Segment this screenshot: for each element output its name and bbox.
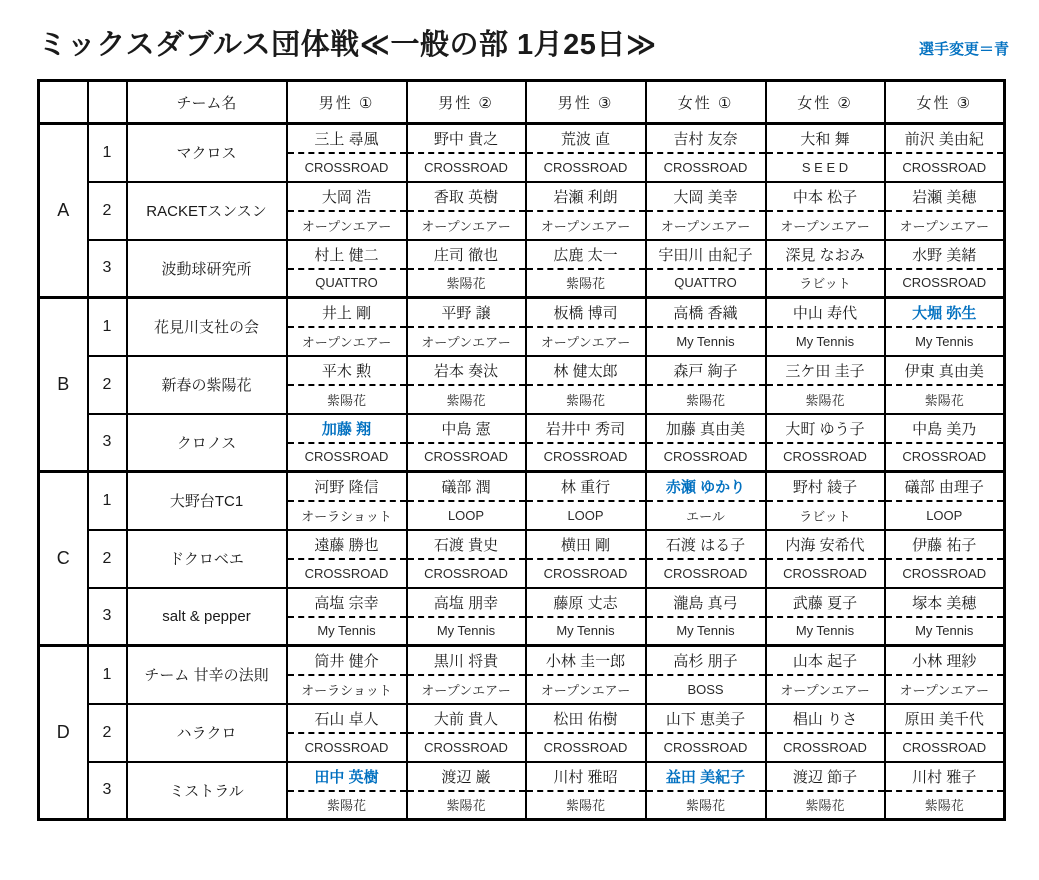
player-club: CROSSROAD bbox=[885, 153, 1005, 182]
player-club: 紫陽花 bbox=[646, 791, 766, 820]
player-name: 大堀 弥生 bbox=[885, 298, 1005, 327]
player-club: 紫陽花 bbox=[766, 791, 885, 820]
player-name: 村上 健二 bbox=[287, 240, 407, 269]
player-club: オープンエアー bbox=[407, 675, 526, 704]
player-name: 瀧島 真弓 bbox=[646, 588, 766, 617]
player-club: オープンエアー bbox=[407, 327, 526, 356]
player-name-row bbox=[39, 588, 1005, 617]
player-club: My Tennis bbox=[885, 617, 1005, 646]
player-name: 野中 貴之 bbox=[407, 124, 526, 153]
player-name: 黒川 将貴 bbox=[407, 646, 526, 675]
player-name: 藤原 丈志 bbox=[526, 588, 646, 617]
table-body bbox=[39, 124, 1005, 820]
player-name-row bbox=[39, 762, 1005, 791]
team-name: 波動球研究所 bbox=[127, 240, 287, 298]
team-number: 2 bbox=[88, 356, 127, 414]
player-name: 渡辺 節子 bbox=[766, 762, 885, 791]
player-club: オープンエアー bbox=[526, 675, 646, 704]
player-name-row bbox=[39, 240, 1005, 269]
player-club: 紫陽花 bbox=[526, 269, 646, 298]
player-name: 加藤 真由美 bbox=[646, 414, 766, 443]
team-number: 1 bbox=[88, 472, 127, 530]
player-club: CROSSROAD bbox=[526, 733, 646, 762]
column-header-female-3: 女性 ③ bbox=[885, 81, 1005, 124]
player-name: 益田 美紀子 bbox=[646, 762, 766, 791]
player-club: CROSSROAD bbox=[407, 559, 526, 588]
player-club: オープンエアー bbox=[287, 327, 407, 356]
player-club: S E E D bbox=[766, 153, 885, 182]
player-name: 渡辺 巌 bbox=[407, 762, 526, 791]
header-row bbox=[39, 81, 1005, 124]
player-club: オープンエアー bbox=[766, 211, 885, 240]
team-number: 1 bbox=[88, 124, 127, 182]
player-name: 岩本 奏汰 bbox=[407, 356, 526, 385]
player-name-row bbox=[39, 124, 1005, 153]
player-name-row bbox=[39, 414, 1005, 443]
player-club: 紫陽花 bbox=[526, 385, 646, 414]
player-club: My Tennis bbox=[287, 617, 407, 646]
player-club: オープンエアー bbox=[407, 211, 526, 240]
player-club: CROSSROAD bbox=[646, 153, 766, 182]
player-name: 岩井中 秀司 bbox=[526, 414, 646, 443]
player-club: オープンエアー bbox=[646, 211, 766, 240]
team-number: 2 bbox=[88, 530, 127, 588]
team-name: 大野台TC1 bbox=[127, 472, 287, 530]
player-name: 赤瀬 ゆかり bbox=[646, 472, 766, 501]
player-name: 荒波 直 bbox=[526, 124, 646, 153]
player-name-row bbox=[39, 704, 1005, 733]
team-number: 1 bbox=[88, 298, 127, 356]
team-number: 2 bbox=[88, 182, 127, 240]
player-club: CROSSROAD bbox=[287, 559, 407, 588]
player-name-row bbox=[39, 646, 1005, 675]
player-club: My Tennis bbox=[766, 327, 885, 356]
group-label: A bbox=[39, 124, 88, 298]
player-club: CROSSROAD bbox=[646, 733, 766, 762]
player-name: 高塩 宗幸 bbox=[287, 588, 407, 617]
player-club: オープンエアー bbox=[766, 675, 885, 704]
player-club: QUATTRO bbox=[646, 269, 766, 298]
player-club: 紫陽花 bbox=[885, 385, 1005, 414]
player-club: My Tennis bbox=[646, 617, 766, 646]
player-name: 深見 なおみ bbox=[766, 240, 885, 269]
player-club: オーラショット bbox=[287, 675, 407, 704]
team-name: ハラクロ bbox=[127, 704, 287, 762]
player-club: BOSS bbox=[646, 675, 766, 704]
column-header-female-1: 女性 ① bbox=[646, 81, 766, 124]
player-name: 吉村 友奈 bbox=[646, 124, 766, 153]
player-name: 平野 譲 bbox=[407, 298, 526, 327]
player-club: My Tennis bbox=[885, 327, 1005, 356]
player-club: オーラショット bbox=[287, 501, 407, 530]
player-club: CROSSROAD bbox=[287, 153, 407, 182]
player-club: 紫陽花 bbox=[287, 791, 407, 820]
team-name: salt & pepper bbox=[127, 588, 287, 646]
player-club: CROSSROAD bbox=[766, 559, 885, 588]
player-name: 三ケ田 圭子 bbox=[766, 356, 885, 385]
player-name: 石渡 はる子 bbox=[646, 530, 766, 559]
player-club: ラビット bbox=[766, 269, 885, 298]
player-name: 前沢 美由紀 bbox=[885, 124, 1005, 153]
player-name: 中島 憲 bbox=[407, 414, 526, 443]
player-club: CROSSROAD bbox=[526, 153, 646, 182]
player-name: 大和 舞 bbox=[766, 124, 885, 153]
column-header-female-2: 女性 ② bbox=[766, 81, 885, 124]
player-name: 石渡 貴史 bbox=[407, 530, 526, 559]
player-club: 紫陽花 bbox=[766, 385, 885, 414]
player-name: 礒部 由理子 bbox=[885, 472, 1005, 501]
team-name: ミストラル bbox=[127, 762, 287, 820]
player-club: CROSSROAD bbox=[885, 733, 1005, 762]
player-club: 紫陽花 bbox=[885, 791, 1005, 820]
player-club: CROSSROAD bbox=[646, 443, 766, 472]
player-name: 岩瀬 利朗 bbox=[526, 182, 646, 211]
player-club: ラビット bbox=[766, 501, 885, 530]
team-name: ドクロベエ bbox=[127, 530, 287, 588]
page-title: ミックスダブルス団体戦≪一般の部 1月25日≫ bbox=[38, 29, 657, 61]
player-club: LOOP bbox=[885, 501, 1005, 530]
player-club: My Tennis bbox=[407, 617, 526, 646]
player-name: 加藤 翔 bbox=[287, 414, 407, 443]
player-name: 大岡 浩 bbox=[287, 182, 407, 211]
player-name: 高塩 朋幸 bbox=[407, 588, 526, 617]
team-name: 新春の紫陽花 bbox=[127, 356, 287, 414]
column-header-male-1: 男性 ① bbox=[287, 81, 407, 124]
player-club: My Tennis bbox=[526, 617, 646, 646]
player-club: CROSSROAD bbox=[885, 559, 1005, 588]
team-number: 2 bbox=[88, 704, 127, 762]
player-club: LOOP bbox=[407, 501, 526, 530]
player-club: オープンエアー bbox=[526, 211, 646, 240]
player-name: 筒井 健介 bbox=[287, 646, 407, 675]
player-name: 河野 隆信 bbox=[287, 472, 407, 501]
player-club: QUATTRO bbox=[287, 269, 407, 298]
player-name: 石山 卓人 bbox=[287, 704, 407, 733]
group-label: D bbox=[39, 646, 88, 820]
player-club: 紫陽花 bbox=[407, 269, 526, 298]
player-name: 伊藤 祐子 bbox=[885, 530, 1005, 559]
player-name: 大前 貴人 bbox=[407, 704, 526, 733]
player-name: 板橋 博司 bbox=[526, 298, 646, 327]
player-name: 椙山 りさ bbox=[766, 704, 885, 733]
player-name: 宇田川 由紀子 bbox=[646, 240, 766, 269]
player-name-row bbox=[39, 356, 1005, 385]
page-header bbox=[38, 22, 1011, 63]
team-number: 1 bbox=[88, 646, 127, 704]
player-name: 小林 圭一郎 bbox=[526, 646, 646, 675]
player-name: 林 健太郎 bbox=[526, 356, 646, 385]
player-club: LOOP bbox=[526, 501, 646, 530]
player-name: 大町 ゆう子 bbox=[766, 414, 885, 443]
player-name: 内海 安希代 bbox=[766, 530, 885, 559]
player-name-row bbox=[39, 472, 1005, 501]
player-name: 中本 松子 bbox=[766, 182, 885, 211]
player-name: 礒部 潤 bbox=[407, 472, 526, 501]
player-name: 井上 剛 bbox=[287, 298, 407, 327]
player-name-row bbox=[39, 530, 1005, 559]
player-name: 大岡 美幸 bbox=[646, 182, 766, 211]
player-club: CROSSROAD bbox=[287, 733, 407, 762]
player-name: 中島 美乃 bbox=[885, 414, 1005, 443]
player-club: CROSSROAD bbox=[287, 443, 407, 472]
player-club: CROSSROAD bbox=[766, 733, 885, 762]
player-club: オープンエアー bbox=[885, 675, 1005, 704]
team-name: チーム 甘辛の法則 bbox=[127, 646, 287, 704]
team-number: 3 bbox=[88, 588, 127, 646]
player-name: 高杉 朋子 bbox=[646, 646, 766, 675]
player-club: CROSSROAD bbox=[407, 153, 526, 182]
player-name: 山下 恵美子 bbox=[646, 704, 766, 733]
player-club: My Tennis bbox=[766, 617, 885, 646]
team-number: 3 bbox=[88, 414, 127, 472]
player-change-legend: 選手変更＝青 bbox=[918, 41, 1009, 58]
player-club: CROSSROAD bbox=[526, 559, 646, 588]
player-club: 紫陽花 bbox=[287, 385, 407, 414]
player-name: 森戸 絢子 bbox=[646, 356, 766, 385]
player-name: 庄司 徹也 bbox=[407, 240, 526, 269]
player-name: 広鹿 太一 bbox=[526, 240, 646, 269]
player-name: 遠藤 勝也 bbox=[287, 530, 407, 559]
player-name: 三上 尋風 bbox=[287, 124, 407, 153]
player-club: CROSSROAD bbox=[885, 443, 1005, 472]
player-club: 紫陽花 bbox=[407, 791, 526, 820]
group-label: C bbox=[39, 472, 88, 646]
group-label: B bbox=[39, 298, 88, 472]
player-club: オープンエアー bbox=[885, 211, 1005, 240]
player-club: 紫陽花 bbox=[646, 385, 766, 414]
team-name: マクロス bbox=[127, 124, 287, 182]
player-club: CROSSROAD bbox=[407, 443, 526, 472]
player-name: 田中 英樹 bbox=[287, 762, 407, 791]
player-name: 香取 英樹 bbox=[407, 182, 526, 211]
player-name: 横田 剛 bbox=[526, 530, 646, 559]
player-club: 紫陽花 bbox=[407, 385, 526, 414]
team-name: 花見川支社の会 bbox=[127, 298, 287, 356]
player-club: エール bbox=[646, 501, 766, 530]
player-name: 高橋 香織 bbox=[646, 298, 766, 327]
player-club: CROSSROAD bbox=[885, 269, 1005, 298]
player-name: 中山 寿代 bbox=[766, 298, 885, 327]
corner-cell-group bbox=[39, 81, 88, 124]
player-name: 原田 美千代 bbox=[885, 704, 1005, 733]
player-club: オープンエアー bbox=[526, 327, 646, 356]
player-name-row bbox=[39, 182, 1005, 211]
team-name: クロノス bbox=[127, 414, 287, 472]
player-name-row bbox=[39, 298, 1005, 327]
player-club: CROSSROAD bbox=[526, 443, 646, 472]
player-name: 平木 勲 bbox=[287, 356, 407, 385]
corner-cell-number bbox=[88, 81, 127, 124]
player-club: 紫陽花 bbox=[526, 791, 646, 820]
player-name: 塚本 美穂 bbox=[885, 588, 1005, 617]
column-header-male-3: 男性 ③ bbox=[526, 81, 646, 124]
player-club: CROSSROAD bbox=[766, 443, 885, 472]
player-club: CROSSROAD bbox=[646, 559, 766, 588]
player-name: 岩瀬 美穂 bbox=[885, 182, 1005, 211]
player-club: CROSSROAD bbox=[407, 733, 526, 762]
table-header bbox=[39, 81, 1005, 124]
column-header-male-2: 男性 ② bbox=[407, 81, 526, 124]
player-name: 野村 綾子 bbox=[766, 472, 885, 501]
player-name: 山本 起子 bbox=[766, 646, 885, 675]
team-name: RACKETスンスン bbox=[127, 182, 287, 240]
player-club: オープンエアー bbox=[287, 211, 407, 240]
player-name: 伊東 真由美 bbox=[885, 356, 1005, 385]
player-name: 松田 佑樹 bbox=[526, 704, 646, 733]
player-name: 川村 雅子 bbox=[885, 762, 1005, 791]
team-number: 3 bbox=[88, 240, 127, 298]
tournament-roster-table bbox=[37, 79, 1006, 821]
player-name: 武藤 夏子 bbox=[766, 588, 885, 617]
player-name: 川村 雅昭 bbox=[526, 762, 646, 791]
column-header-team-name: チーム名 bbox=[127, 81, 287, 124]
player-name: 水野 美緒 bbox=[885, 240, 1005, 269]
player-club: My Tennis bbox=[646, 327, 766, 356]
player-name: 小林 理紗 bbox=[885, 646, 1005, 675]
team-number: 3 bbox=[88, 762, 127, 820]
player-name: 林 重行 bbox=[526, 472, 646, 501]
